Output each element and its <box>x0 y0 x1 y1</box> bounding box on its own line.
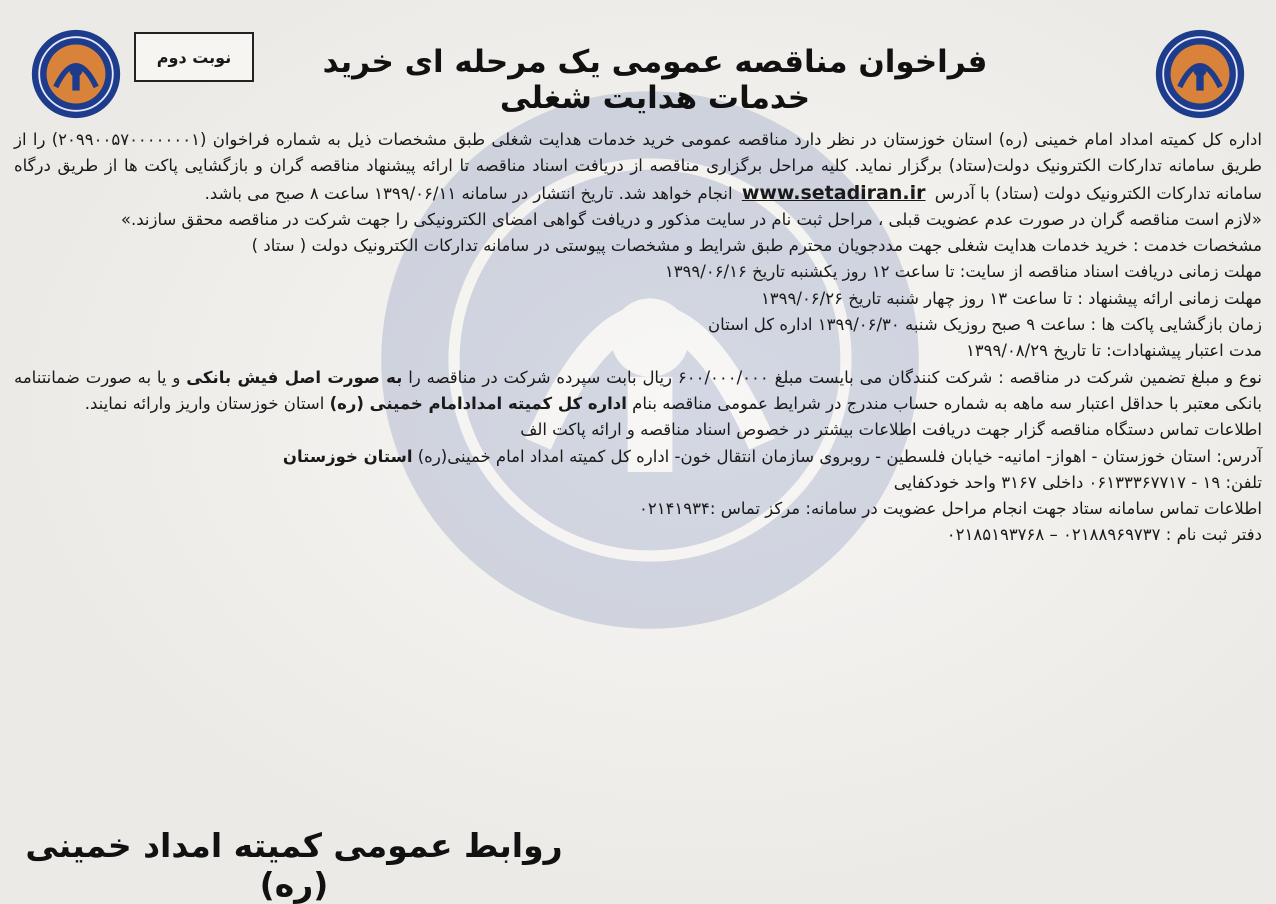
announcement-body <box>14 127 1262 549</box>
issue-badge: نوبت دوم <box>134 32 254 82</box>
guarantee-text: نوع و مبلغ تضمین شرکت در مناقصه : شرکت کنندگان می بایست مبلغ ۶۰۰/۰۰۰/۰۰۰ ریال بابت سپرده شرکت در مناقصه را <box>408 367 1262 387</box>
intro-paragraph <box>14 127 1262 207</box>
phone: تلفن: ۱۹ - ۰۶۱۳۳۳۶۷۷۱۷ داخلی ۳۱۶۷ واحد خودکفایی <box>893 472 1262 492</box>
guarantee-paragraph <box>14 365 1262 418</box>
guarantee-bold-2: اداره کل کمیته امدادامام خمینی (ره) <box>329 393 627 413</box>
page-title: فراخوان مناقصه عمومی یک مرحله ای خرید خدمات هدایت شغلی <box>322 44 988 116</box>
emdad-logo-icon <box>30 28 122 120</box>
offer-validity: مدت اعتبار پیشنهادات: تا تاریخ ۱۳۹۹/۰۸/۲۹ <box>965 341 1262 361</box>
docs-deadline: مهلت زمانی دریافت اسناد مناقصه از سایت: تا ساعت ۱۲ روز یکشنبه تاریخ ۱۳۹۹/۰۶/۱۶ <box>664 262 1262 282</box>
emdad-logo-icon <box>1154 28 1246 120</box>
address-bold: استان خوزستان <box>282 446 413 466</box>
public-relations-signature: روابط عمومی کمیته امداد خمینی (ره) <box>25 826 563 904</box>
guarantee-text-3: استان خوزستان واریز وارائه نمایند. <box>84 393 325 413</box>
setad-contact: اطلاعات تماس سامانه ستاد جهت انجام مراحل عضویت در سامانه: مرکز تماس :۰۲۱۴۱۹۳۴ <box>638 499 1262 519</box>
service-spec: مشخصات خدمت : خرید خدمات هدایت شغلی جهت مددجویان محترم طبق شرایط و مشخصات پیوستی در سامانه تدارکات الکترونیک دولت ( ستاد ) <box>251 236 1262 256</box>
address-text: آدرس: استان خوزستان - اهواز- امانیه- خیابان فلسطین - روبروی سازمان انتقال خون- اداره کل کمیته امداد امام خمینی(ره) <box>417 446 1262 466</box>
intro-text-end: انجام خواهد شد. تاریخ انتشار در سامانه ۱۳۹۹/۰۶/۱۱ ساعت ۸ صبح می باشد. <box>204 183 733 203</box>
registration-note: «لازم است مناقصه گران در صورت عدم عضویت قبلی ، مراحل ثبت نام در سایت مذکور و دریافت گواهی امضای الکترونیکی را جهت شرکت در مناقصه محقق سازند.» <box>120 209 1262 229</box>
address <box>14 444 1262 470</box>
setad-website-link[interactable]: www.setadiran.ir <box>741 181 926 204</box>
guarantee-bold: به صورت اصل فیش بانکی <box>186 367 403 387</box>
contact-info: اطلاعات تماس دستگاه مناقصه گزار جهت دریافت اطلاعات بیشتر در خصوص اسناد مناقصه و ارائه پاکت الف <box>520 420 1262 440</box>
registration-office: دفتر ثبت نام : ۰۲۱۸۸۹۶۹۷۳۷ – ۰۲۱۸۵۱۹۳۷۶۸ <box>946 525 1262 545</box>
intro-text: اداره کل کمیته امداد امام خمینی (ره) استان خوزستان در نظر دارد مناقصه عمومی خرید خدمات هدایت شغلی طبق مشخصات ذیل به شماره فراخوان (۲۰۹۹۰۰۵۷۰۰۰۰۰۰۰۱) را از طریق سامانه تدارکات الکترونیک دولت(ستاد) برگزار نماید. کلیه مراحل برگزاری مناقصه از دریافت اسناد مناقصه تا ارائه پیشنهاد مناقصه گران و بازگشایی پاکت ها از طریق درگاه سامانه تدارکات الکترونیک دولت (ستاد) با آدرس <box>14 130 1262 203</box>
opening-time: زمان بازگشایی پاکت ها : ساعت ۹ صبح روزیک شنبه ۱۳۹۹/۰۶/۳۰ اداره کل استان <box>708 315 1262 335</box>
offer-deadline: مهلت زمانی ارائه پیشنهاد : تا ساعت ۱۳ روز چهار شنبه تاریخ ۱۳۹۹/۰۶/۲۶ <box>760 288 1262 308</box>
guarantee-text-2: و یا به صورت ضمانتنامه بانکی معتبر با حداقل اعتبار سه ماهه به شماره حساب مندرج در شرایط عمومی مناقصه بنام <box>14 367 1262 413</box>
